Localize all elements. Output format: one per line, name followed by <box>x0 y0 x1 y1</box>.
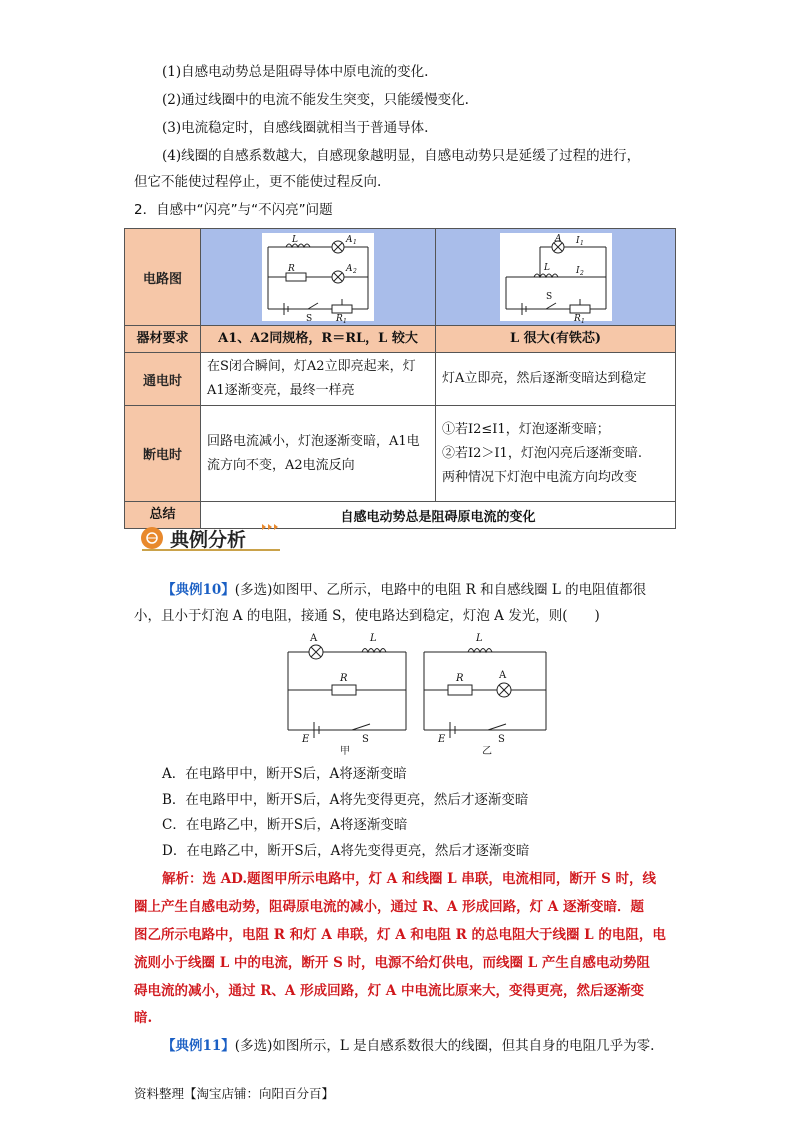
circuit-1-label-A1-sub: 1 <box>353 239 357 246</box>
section-banner <box>138 520 288 554</box>
fig1-label-R: R <box>340 673 348 684</box>
example-10-tag: 【典例10】 <box>162 582 235 598</box>
circuit-2-label-A: A <box>554 234 561 244</box>
circuit-1-label-R1: R <box>336 314 343 324</box>
power-off-left: 回路电流减小，灯泡逐渐变暗，A1电流方向不变，A2电流反向 <box>201 406 436 502</box>
analysis-line-3: 图乙所示电路中，电阻 R 和灯 A 串联，灯 A 和电阻 R 的总电阻大于线圈 L 的电阻，电 <box>134 927 666 943</box>
banner-title: 典例分析 <box>170 529 247 551</box>
power-off-right-note: 两种情况下灯泡中电流方向均改变 <box>442 469 638 485</box>
fig1-caption: 甲 <box>340 746 350 757</box>
power-on-left: 在S闭合瞬间，灯A2立即亮起来，灯A1逐渐变亮，最终一样亮 <box>201 353 436 406</box>
section-title: 2．自感中“闪亮”与“不闪亮”问题 <box>134 202 333 218</box>
fig2-caption: 乙 <box>482 746 492 757</box>
point-4: (4)线圈的自感系数越大，自感现象越明显，自感电动势只是延缓了过程的进行， <box>162 148 641 164</box>
circuit-diagram-2 <box>436 229 676 326</box>
example-10-figure <box>282 630 552 758</box>
power-on-right: 灯A立即亮，然后逐渐变暗达到稳定 <box>436 353 676 406</box>
option-a: A．在电路甲中，断开S后，A将逐渐变暗 <box>162 766 407 782</box>
equipment-left: A1、A2同规格，R＝RL，L 较大 <box>201 326 436 353</box>
circuit-2-label-R1: R <box>573 314 581 324</box>
option-d: D．在电路乙中，断开S后，A将先变得更亮，然后才逐渐变暗 <box>162 843 530 859</box>
banner-graphic <box>138 520 288 554</box>
option-b: B．在电路甲中，断开S后，A将先变得更亮，然后才逐渐变暗 <box>162 792 529 808</box>
point-1: (1)自感电动势总是阻碍导体中原电流的变化. <box>162 64 429 80</box>
circuit-1-label-A2-sub: 2 <box>353 268 357 275</box>
fig1-label-L: L <box>370 633 377 644</box>
fig2-label-R: R <box>456 673 464 684</box>
circuit-2-label-I1: I <box>575 236 580 246</box>
example-11 <box>162 1036 654 1056</box>
summary-text: 自感电动势总是阻碍原电流的变化 <box>201 502 676 529</box>
circuit-2-label-I2-sub: 2 <box>579 270 584 277</box>
circuit-2-figure <box>500 233 612 325</box>
row-header-power-on: 通电时 <box>125 353 201 406</box>
example-11-tag: 【典例11】 <box>162 1038 235 1054</box>
fig2-label-E: E <box>438 734 446 745</box>
circuit-2-label-I2: I <box>575 266 580 276</box>
analysis-line-2: 圈上产生自感电动势，阻碍原电流的减小，通过 R、A 形成回路，灯 A 逐渐变暗．题 <box>134 899 644 915</box>
power-off-right-case-2: ②若I2＞I1，灯泡闪亮后逐渐变暗. <box>442 445 642 461</box>
row-header-circuit: 电路图 <box>125 229 201 326</box>
circuit-2-label-S: S <box>545 292 552 302</box>
page-footer: 资料整理【淘宝店铺：向阳百分百】 <box>134 1086 335 1101</box>
row-header-equipment: 器材要求 <box>125 326 201 353</box>
circuit-1-label-A2: A <box>346 264 353 274</box>
fig1-label-S: S <box>362 734 369 745</box>
example-10-text-1: (多选)如图甲、乙所示，电路中的电阻 R 和自感线圈 L 的电阻值都很 <box>234 582 647 598</box>
point-3: (3)电流稳定时，自感线圈就相当于普通导体. <box>162 120 429 136</box>
circuit-1-label-R: R <box>288 264 295 274</box>
circuit-2-label-R1-sub: 1 <box>580 318 585 325</box>
circuit-2-label-L: L <box>543 263 550 273</box>
circuit-1-label-A1: A <box>346 235 353 245</box>
fig1-label-E: E <box>302 734 310 745</box>
row-header-power-off: 断电时 <box>125 406 201 502</box>
point-4-continued: 但它不能使过程停止，更不能使过程反向. <box>134 174 382 190</box>
circuit-diagram-1 <box>201 229 436 326</box>
power-off-right <box>436 406 676 502</box>
fig2-label-S: S <box>498 734 505 745</box>
analysis-line-6: 暗. <box>134 1010 153 1026</box>
comparison-table <box>124 228 676 529</box>
row-header-summary: 总结 <box>125 502 201 529</box>
analysis-line-5: 碍电流的减小，通过 R、A 形成回路，灯 A 中电流比原来大，变得更亮，然后逐渐变 <box>134 983 644 999</box>
circuit-1-label-S: S <box>306 314 313 324</box>
example-10-line-2: 小，且小于灯泡 A 的电阻，接通 S，使电路达到稳定，灯泡 A 发光，则( ) <box>134 608 600 624</box>
circuit-1-figure <box>262 233 374 325</box>
point-2: (2)通过线圈中的电流不能发生突变，只能缓慢变化. <box>162 92 469 108</box>
circuit-1-label-L: L <box>292 235 298 245</box>
fig2-label-L: L <box>476 633 483 644</box>
example-10-line-1 <box>162 580 646 600</box>
circuit-1-label-R1-sub: 1 <box>343 318 347 325</box>
example-11-text: (多选)如图所示，L 是自感系数很大的线圈，但其自身的电阻几乎为零. <box>234 1038 655 1054</box>
analysis-line-4: 流则小于线圈 L 中的电流，断开 S 时，电源不给灯供电，而线圈 L 产生自感电动势阻 <box>134 955 650 971</box>
fig2-label-A: A <box>499 670 507 681</box>
circuit-2-label-I1-sub: 1 <box>579 240 584 247</box>
fig1-label-A: A <box>310 633 318 644</box>
option-c: C．在电路乙中，断开S后，A将逐渐变暗 <box>162 817 408 833</box>
analysis-line-1: 解析：选 AD.题图甲所示电路中，灯 A 和线圈 L 串联，电流相同，断开 S 时，线 <box>162 871 657 887</box>
power-off-right-case-1: ①若I2≤I1，灯泡逐渐变暗； <box>442 421 610 437</box>
equipment-right: L 很大(有铁芯) <box>436 326 676 353</box>
